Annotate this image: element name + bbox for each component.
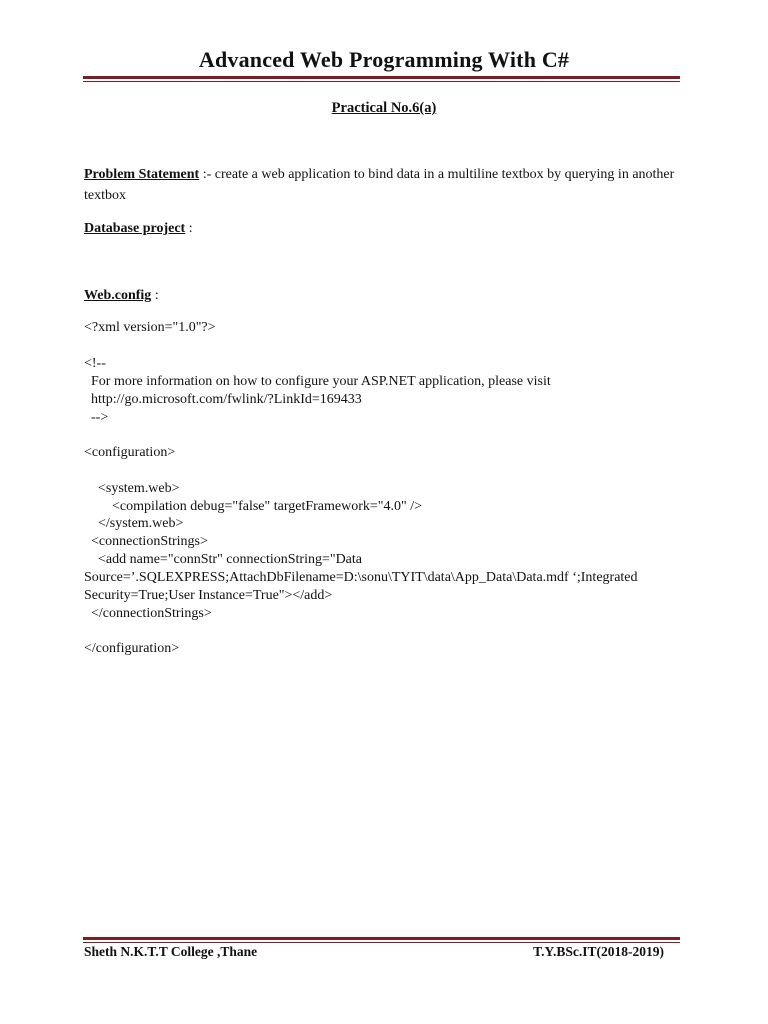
code-line: <compilation debug="false" targetFramework="4.0" /> xyxy=(84,499,423,514)
code-line: <add name="connStr" connectionString="Data xyxy=(84,552,362,567)
web-config-label: Web.config xyxy=(84,288,152,303)
code-line: </system.web> xyxy=(84,516,184,531)
code-line: <configuration> xyxy=(84,445,176,460)
code-line: <system.web> xyxy=(84,481,180,496)
code-line: Source=’.SQLEXPRESS;AttachDbFilename=D:\sonu\TYIT\data\App_Data\Data.mdf ‘;Integrated xyxy=(84,570,638,585)
footer-divider xyxy=(83,937,680,943)
code-line: For more information on how to configure your ASP.NET application, please visit xyxy=(84,374,551,389)
code-line: --> xyxy=(84,410,109,425)
database-project-heading xyxy=(84,218,680,239)
header-divider xyxy=(83,76,680,82)
code-line: <connectionStrings> xyxy=(84,534,208,549)
web-config-suffix: : xyxy=(151,288,159,303)
database-project-suffix: : xyxy=(185,221,193,236)
footer-college: Sheth N.K.T.T College ,Thane xyxy=(84,944,258,959)
document-title: Advanced Web Programming With C# xyxy=(198,47,570,72)
code-line: http://go.microsoft.com/fwlink/?LinkId=169433 xyxy=(84,392,362,407)
code-line: <!-- xyxy=(84,356,106,371)
code-line: <?xml version="1.0"?> xyxy=(84,320,216,335)
database-project-label: Database project xyxy=(84,221,186,236)
problem-statement-label: Problem Statement xyxy=(84,167,200,182)
problem-statement-text: :- create a web application to bind data in a multiline textbox by querying in another textbox xyxy=(84,167,675,203)
code-line: </configuration> xyxy=(84,641,180,656)
practical-number: Practical No.6(a) xyxy=(331,100,437,116)
web-config-heading xyxy=(84,285,680,306)
code-line: </connectionStrings> xyxy=(84,606,212,621)
code-line: Security=True;User Instance=True"></add> xyxy=(84,588,333,603)
problem-statement xyxy=(84,164,680,206)
footer-class-year: T.Y.BSc.IT(2018-2019) xyxy=(533,944,664,959)
